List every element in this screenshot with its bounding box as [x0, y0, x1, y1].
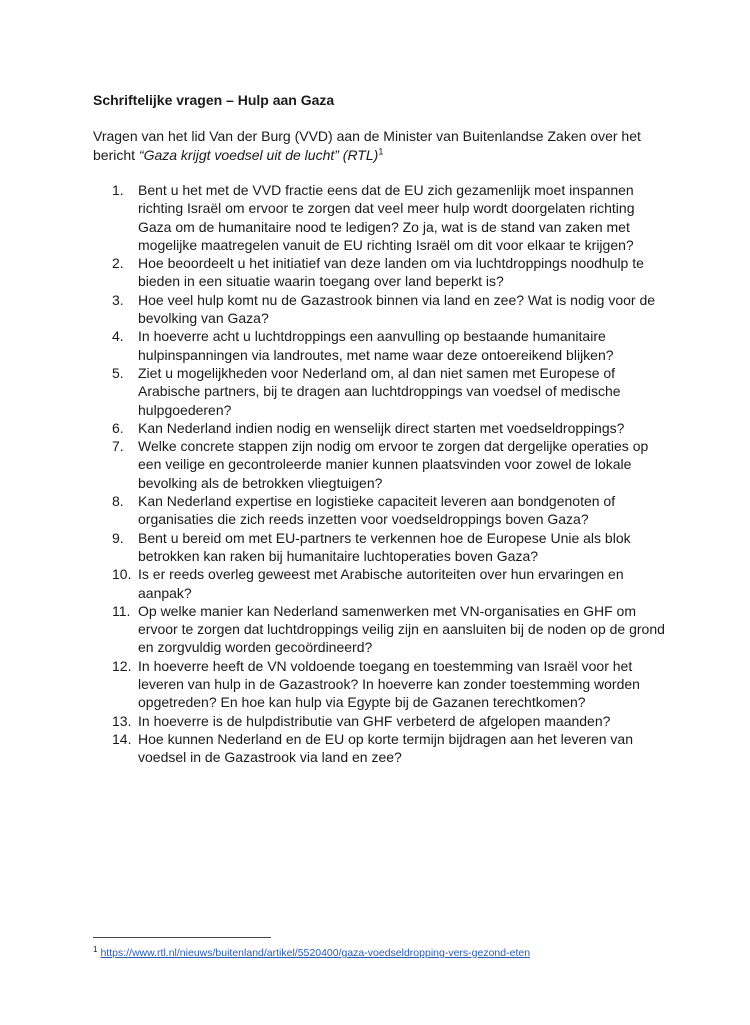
question-text-line: mogelijke maatregelen vanuit de EU richting Israël om dit voor elkaar te krijgen?	[138, 236, 634, 253]
question-number: 4.	[112, 328, 124, 345]
question-text-line: een veilige en gecontroleerde manier kunnen plaatsvinden voor zowel de lokale	[138, 456, 632, 473]
question-item	[93, 565, 673, 602]
question-text-line: hulpgoederen?	[138, 401, 232, 418]
question-item	[93, 712, 673, 730]
footnote	[93, 946, 530, 960]
question-number: 7.	[112, 438, 124, 455]
question-text-line: Bent u bereid om met EU-partners te verkennen hoe de Europese Unie als blok	[138, 529, 631, 546]
question-item	[93, 492, 673, 529]
question-text-line: In hoeverre is de hulpdistributie van GHF verbeterd de afgelopen maanden?	[138, 712, 611, 729]
question-number: 6.	[112, 419, 124, 436]
question-text-line: bieden in een situatie waarin toegang over land beperkt is?	[138, 273, 504, 290]
question-text-line: hulpinspanningen via landroutes, met name waar deze ontoereikend blijken?	[138, 346, 614, 363]
question-text-line: In hoeverre acht u luchtdroppings een aanvulling op bestaande humanitaire	[138, 328, 606, 345]
footnote-marker: 1	[93, 944, 98, 954]
intro-line-1: Vragen van het lid Van der Burg (VVD) aan de Minister van Buitenlandse Zaken over het	[93, 128, 641, 144]
question-item	[93, 730, 673, 767]
question-text-line: Hoe beoordeelt u het initiatief van deze landen om via luchtdroppings noodhulp te	[138, 255, 644, 272]
question-number: 2.	[112, 255, 124, 272]
question-number: 10.	[112, 566, 132, 583]
article-title: “Gaza krijgt voedsel uit de lucht” (RTL)	[138, 146, 379, 163]
question-text-line: Welke concrete stappen zijn nodig om ervoor te zorgen dat dergelijke operaties op	[138, 438, 649, 455]
question-text-line: Hoe kunnen Nederland en de EU op korte termijn bijdragen aan het leveren van	[138, 730, 633, 747]
question-text-line: bevolking als de betrokken vliegtuigen?	[138, 474, 383, 491]
question-number: 1.	[112, 182, 124, 198]
question-text-line: Hoe veel hulp komt nu de Gazastrook binnen via land en zee? Wat is nodig voor de	[138, 291, 656, 308]
question-item	[93, 364, 673, 419]
question-number: 13.	[112, 712, 132, 729]
question-item	[93, 291, 673, 328]
question-text-line: Ziet u mogelijkheden voor Nederland om, al dan niet samen met Europese of	[138, 364, 616, 381]
question-number: 12.	[112, 657, 132, 674]
question-number: 9.	[112, 529, 124, 546]
question-number: 8.	[112, 493, 124, 510]
question-text-line: Gaza om de humanitaire nood te ledigen? Zo ja, wat is de stand van zaken met	[138, 218, 630, 235]
question-text-line: voedsel in de Gazastrook via land en zee?	[138, 749, 402, 766]
question-text-line: en zorgvuldig worden gecoördineerd?	[138, 639, 373, 656]
intro-paragraph	[93, 127, 653, 164]
question-item	[93, 437, 673, 492]
question-text-line: aanpak?	[138, 584, 192, 601]
question-number: 14.	[112, 730, 132, 747]
question-text-line: organisaties die zich reeds inzetten voor voedseldroppings boven Gaza?	[138, 511, 589, 528]
question-item	[93, 254, 673, 291]
question-text-line: In hoeverre heeft de VN voldoende toegang en toestemming van Israël voor het	[138, 657, 633, 674]
footnote-reference: 1	[378, 145, 384, 156]
document-title: Schriftelijke vragen – Hulp aan Gaza	[93, 92, 335, 108]
question-text-line: bevolking van Gaza?	[138, 310, 269, 327]
question-item	[93, 529, 673, 566]
question-text-line: betrokken kan raken bij humanitaire luchtoperaties boven Gaza?	[138, 547, 539, 564]
question-item	[93, 419, 673, 437]
question-text-line: leveren van hulp in de Gazastrook? In hoeverre kan zonder toestemming worden	[138, 676, 640, 693]
question-text-line: Kan Nederland expertise en logistieke capaciteit leveren aan bondgenoten of	[138, 493, 616, 510]
question-item	[93, 181, 673, 254]
question-text-line: Op welke manier kan Nederland samenwerken met VN-organisaties en GHF om	[138, 602, 636, 619]
intro-line-2	[93, 146, 653, 165]
footnote-divider	[93, 937, 271, 938]
question-number: 11.	[112, 602, 131, 619]
question-number: 5.	[112, 364, 124, 381]
question-item	[93, 327, 673, 364]
question-item	[93, 657, 673, 712]
question-text-line: Kan Nederland indien nodig en wenselijk direct starten met voedseldroppings?	[138, 419, 625, 436]
intro-line-2-prefix: bericht	[93, 146, 139, 163]
question-text-line: Arabische partners, bij te dragen aan luchtdroppings van voedsel of medische	[138, 383, 621, 400]
question-number: 3.	[112, 291, 124, 308]
question-text-line: Bent u het met de VVD fractie eens dat de EU zich gezamenlijk moet inspannen	[138, 182, 634, 198]
question-text-line: ervoor te zorgen dat luchtdroppings veilig zijn en aansluiten bij de noden op de grond	[138, 621, 665, 638]
question-text-line: richting Israël om ervoor te zorgen dat veel meer hulp wordt doorgelaten richting	[138, 200, 635, 217]
footnote-link[interactable]: https://www.rtl.nl/nieuws/buitenland/artikel/5520400/gaza-voedseldropping-vers-gezond-eten	[100, 947, 531, 959]
question-item	[93, 602, 673, 657]
question-text-line: opgetreden? En hoe kan hulp via Egypte bij de Gazanen terechtkomen?	[138, 694, 586, 711]
question-text-line: Is er reeds overleg geweest met Arabische autoriteiten over hun ervaringen en	[138, 566, 624, 583]
question-list	[93, 181, 673, 767]
